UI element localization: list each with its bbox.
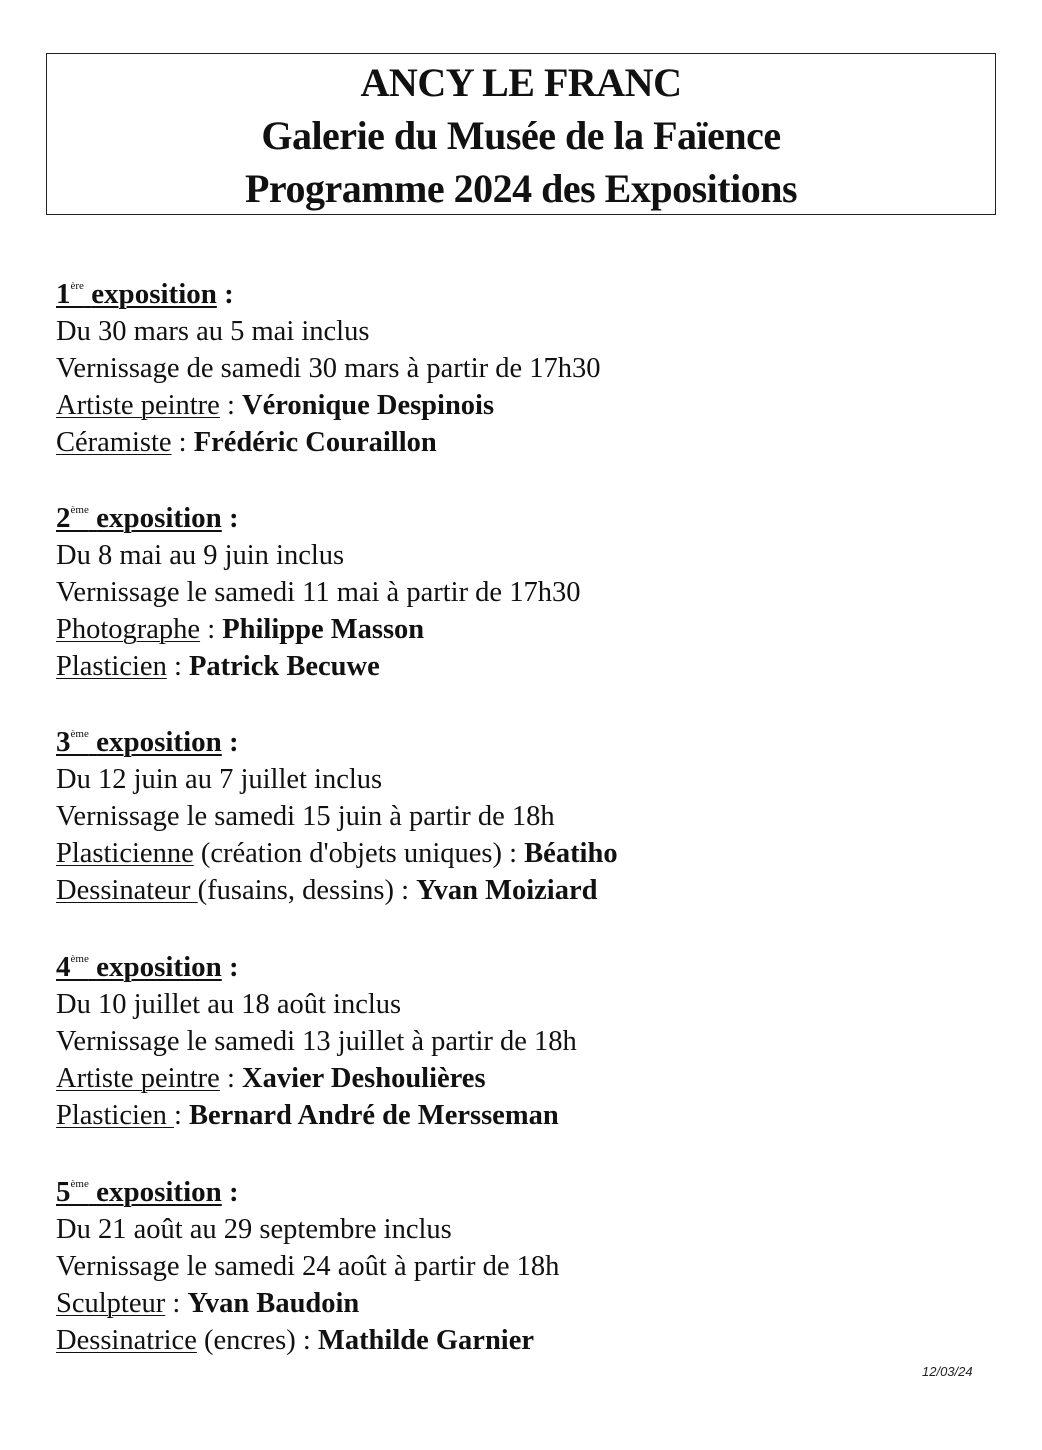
artist-name: Véronique Despinois	[242, 390, 495, 421]
exhibition-ordinal-suffix: ème	[70, 953, 89, 965]
artist-name: Philippe Masson	[222, 614, 425, 645]
exhibition-dates: Du 10 juillet au 18 août inclus	[56, 989, 402, 1020]
artist-name: Frédéric Couraillon	[193, 427, 437, 458]
exhibition-3	[56, 724, 1016, 909]
exhibition-heading: 5ème exposition :	[56, 1176, 239, 1208]
exhibition-number: 5	[56, 1176, 71, 1208]
exhibition-ordinal-suffix: ère	[70, 280, 84, 292]
exhibition-dates: Du 8 mai au 9 juin inclus	[56, 540, 345, 571]
artist-role: Artiste peintre	[56, 1063, 220, 1094]
exhibition-dates: Du 21 août au 29 septembre inclus	[56, 1214, 452, 1245]
artist-role: Plasticien	[56, 651, 167, 682]
exhibition-heading: 1ère exposition :	[56, 278, 234, 310]
artist-line: Artiste peintre : Véronique Despinois	[56, 390, 495, 421]
exhibition-heading: 2ème exposition :	[56, 502, 239, 534]
artist-name: Yvan Moiziard	[416, 875, 598, 906]
exhibition-number: 4	[56, 951, 71, 983]
artist-line: Photographe : Philippe Masson	[56, 614, 425, 645]
artist-name: Xavier Deshoulières	[242, 1063, 486, 1094]
exhibition-2	[56, 500, 1016, 685]
artist-role: Photographe	[56, 614, 201, 645]
exhibition-ordinal-suffix: ème	[70, 504, 89, 516]
exhibition-heading: 4ème exposition :	[56, 951, 239, 983]
exhibition-word: exposition	[96, 726, 222, 758]
document-date: 12/03/24	[922, 1364, 973, 1379]
artist-line: Céramiste : Frédéric Couraillon	[56, 427, 437, 458]
artist-role: Artiste peintre	[56, 390, 220, 421]
exhibition-opening: Vernissage le samedi 15 juin à partir de 18h	[56, 801, 555, 832]
artist-line: Dessinateur (fusains, dessins) : Yvan Moiziard	[56, 875, 598, 906]
artist-role: Dessinatrice	[56, 1325, 197, 1356]
exhibition-ordinal-suffix: ème	[70, 1178, 89, 1190]
exhibition-number: 3	[56, 726, 71, 758]
artist-detail: (fusains, dessins)	[197, 875, 394, 906]
artist-line: Dessinatrice (encres) : Mathilde Garnier	[56, 1325, 535, 1356]
artist-role: Plasticienne	[56, 838, 194, 869]
exhibition-dates: Du 30 mars au 5 mai inclus	[56, 316, 370, 347]
exhibition-heading: 3ème exposition :	[56, 726, 239, 758]
exhibition-word: exposition	[96, 951, 222, 983]
exhibition-opening: Vernissage de samedi 30 mars à partir de 17h30	[56, 353, 601, 384]
title-town: ANCY LE FRANC	[360, 60, 682, 105]
artist-name: Yvan Baudoin	[187, 1288, 360, 1319]
artist-role: Sculpteur	[56, 1288, 166, 1319]
exhibition-ordinal-suffix: ème	[70, 728, 89, 740]
artist-line: Artiste peintre : Xavier Deshoulières	[56, 1063, 486, 1094]
exhibition-word: exposition	[96, 502, 222, 534]
exhibition-word: exposition	[96, 1176, 222, 1208]
artist-name: Bernard André de Mersseman	[189, 1100, 559, 1131]
artist-name: Mathilde Garnier	[317, 1325, 535, 1356]
artist-detail: (encres)	[196, 1325, 296, 1356]
artist-line: Sculpteur : Yvan Baudoin	[56, 1288, 360, 1319]
artist-role: Plasticien	[56, 1100, 174, 1131]
exhibition-number: 1	[56, 278, 71, 310]
exhibition-number: 2	[56, 502, 71, 534]
exhibition-4	[56, 949, 1016, 1134]
artist-line: Plasticienne (création d'objets uniques) : Béatiho	[56, 838, 618, 869]
title-box	[46, 53, 996, 215]
artist-name: Béatiho	[524, 838, 618, 869]
exhibition-5	[56, 1174, 1016, 1359]
title-programme: Programme 2024 des Expositions	[244, 166, 798, 211]
artist-role: Céramiste	[56, 427, 172, 458]
artist-detail: (création d'objets uniques)	[193, 838, 502, 869]
artist-role: Dessinateur	[56, 875, 198, 906]
artist-line: Plasticien : Bernard André de Mersseman	[56, 1100, 559, 1131]
exhibition-dates: Du 12 juin au 7 juillet inclus	[56, 764, 383, 795]
exhibition-opening: Vernissage le samedi 24 août à partir de 18h	[56, 1251, 560, 1282]
exhibition-1	[56, 276, 1016, 461]
exhibition-opening: Vernissage le samedi 11 mai à partir de 17h30	[56, 577, 581, 608]
exhibition-word: exposition	[91, 278, 217, 310]
exhibition-opening: Vernissage le samedi 13 juillet à partir de 18h	[56, 1026, 577, 1057]
title-gallery: Galerie du Musée de la Faïence	[261, 113, 781, 158]
artist-line: Plasticien : Patrick Becuwe	[56, 651, 380, 682]
artist-name: Patrick Becuwe	[189, 651, 380, 682]
